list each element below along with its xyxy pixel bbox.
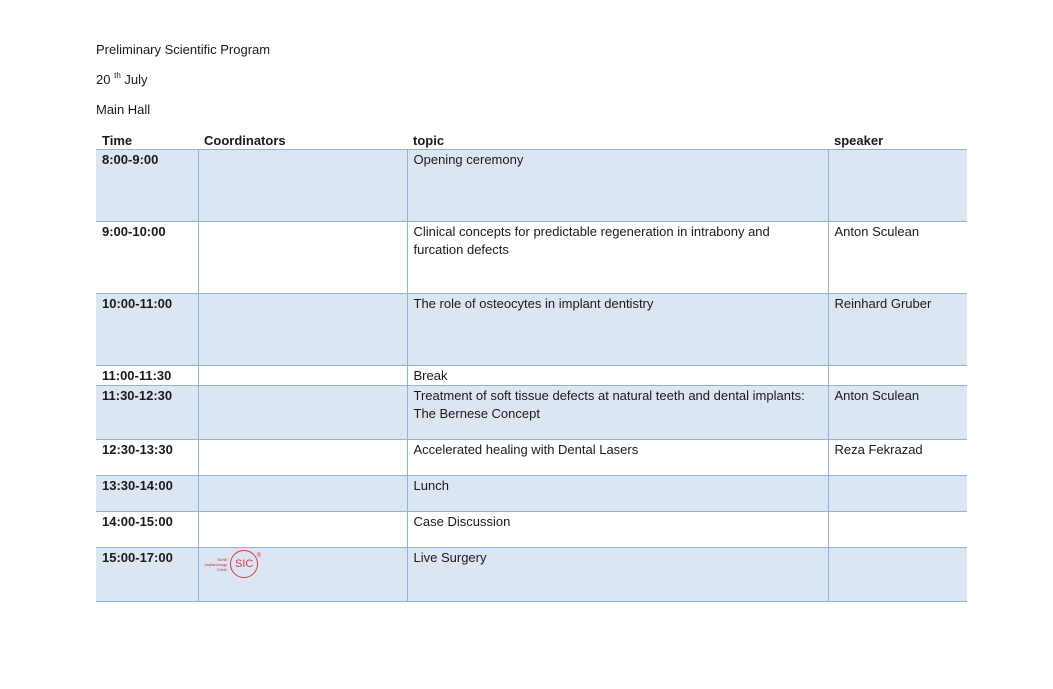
- column-header-topic: topic: [413, 133, 445, 148]
- registered-mark: ®: [256, 553, 262, 559]
- table-row: [96, 476, 967, 512]
- speaker-cell: [828, 366, 967, 386]
- date-suffix: th: [114, 71, 121, 80]
- speaker-cell: Reza Fekrazad: [828, 440, 967, 476]
- program-date: [96, 72, 148, 88]
- coordinators-cell: [198, 222, 407, 294]
- hall-name: Main Hall: [96, 102, 151, 117]
- coordinators-cell: [198, 476, 407, 512]
- time-cell: 11:30-12:30: [96, 386, 198, 440]
- speaker-cell: [828, 476, 967, 512]
- program-title: Preliminary Scientific Program: [96, 42, 271, 57]
- table-row: [96, 366, 967, 386]
- coordinators-cell: [198, 150, 407, 222]
- coordinators-cell: [198, 440, 407, 476]
- speaker-cell: [828, 150, 967, 222]
- topic-cell: Clinical concepts for predictable regeneration in intrabony and furcation defects: [407, 222, 828, 294]
- time-cell: 14:00-15:00: [96, 512, 198, 548]
- column-header-speaker: speaker: [834, 133, 884, 148]
- sic-logo-wordmark: Schill Implantology Circle: [204, 556, 228, 572]
- table-row: [96, 222, 967, 294]
- topic-cell: Lunch: [407, 476, 828, 512]
- speaker-cell: Anton Sculean: [828, 386, 967, 440]
- coordinators-cell: [198, 366, 407, 386]
- speaker-cell: [828, 548, 967, 602]
- time-cell: 10:00-11:00: [96, 294, 198, 366]
- speaker-cell: Reinhard Gruber: [828, 294, 967, 366]
- date-month: July: [124, 72, 148, 87]
- topic-cell: The role of osteocytes in implant dentistry: [407, 294, 828, 366]
- time-cell: 9:00-10:00: [96, 222, 198, 294]
- table-row: [96, 150, 967, 222]
- time-cell: 11:00-11:30: [96, 366, 198, 386]
- topic-cell: Live Surgery: [407, 548, 828, 602]
- time-cell: 13:30-14:00: [96, 476, 198, 512]
- topic-cell: Break: [407, 366, 828, 386]
- topic-cell: Treatment of soft tissue defects at natural teeth and dental implants: The Bernese Concept: [407, 386, 828, 440]
- time-cell: 15:00-17:00: [96, 548, 198, 602]
- coordinators-cell: [198, 294, 407, 366]
- table-row: [96, 440, 967, 476]
- time-cell: 8:00-9:00: [96, 150, 198, 222]
- coordinators-cell: [198, 512, 407, 548]
- program-table: [96, 131, 967, 602]
- topic-cell: Accelerated healing with Dental Lasers: [407, 440, 828, 476]
- date-day: 20: [96, 72, 111, 87]
- sic-logo: [205, 550, 401, 578]
- time-cell: 12:30-13:30: [96, 440, 198, 476]
- table-row: [96, 386, 967, 440]
- column-header-coordinators: Coordinators: [204, 133, 286, 148]
- speaker-cell: [828, 512, 967, 548]
- topic-cell: Case Discussion: [407, 512, 828, 548]
- table-row: [96, 512, 967, 548]
- table-row: [96, 294, 967, 366]
- coordinators-cell: [198, 386, 407, 440]
- table-header-row: [96, 131, 967, 150]
- table-row: [96, 548, 967, 602]
- sic-logo-mark: SIC ®: [230, 550, 258, 578]
- topic-cell: Opening ceremony: [407, 150, 828, 222]
- coordinators-cell: [198, 548, 407, 602]
- column-header-time: Time: [102, 133, 133, 148]
- speaker-cell: Anton Sculean: [828, 222, 967, 294]
